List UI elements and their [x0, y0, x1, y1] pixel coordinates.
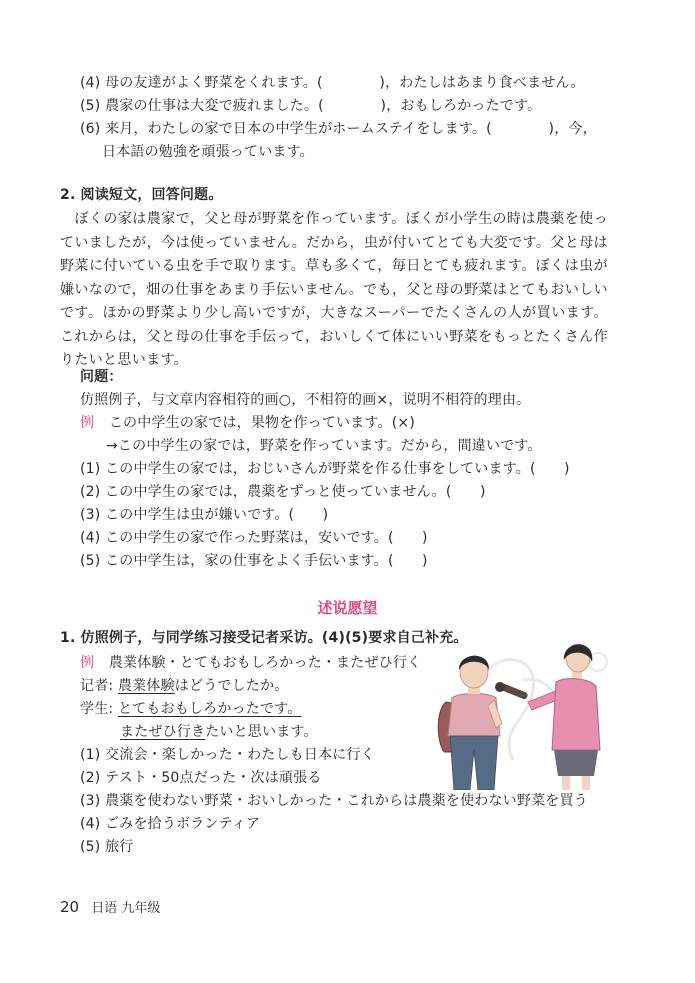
wish-heading: 1. 仿照例子，与同学练习接受记者采访。(4)(5)要求自己补充。 — [60, 630, 468, 646]
reporter-label: 记者: — [80, 678, 114, 694]
exercise-item-4: (4) 母の友達がよく野菜をくれます。( )，わたしはあまり食べません。 — [80, 75, 585, 91]
reporter-rest-text: はどうでしたか。 — [174, 678, 289, 694]
student-underlined-text-2: またぜひ行き — [120, 724, 206, 740]
question-item-1: (1) この中学生の家では，おじいさんが野菜を作る仕事をしています。( ) — [80, 461, 570, 477]
book-title: 日语 九年级 — [91, 901, 161, 916]
student-line-2 — [120, 722, 318, 742]
interview-illustration — [428, 640, 613, 790]
example-marker: 例 — [80, 655, 95, 671]
wish-item-3: (3) 農薬を使わない野菜・おいしかった・これからは農薬を使わない野菜を買う — [80, 793, 588, 809]
wish-example-text: 農業体験・とてもおもしろかった・またぜひ行く — [108, 655, 422, 671]
question-item-2: (2) この中学生の家では，農薬をずっと使っていません。( ) — [80, 484, 486, 500]
wish-item-4: (4) ごみを拾うボランティア — [80, 816, 261, 832]
example-statement: この中学生の家では，果物を作っています。(×) — [108, 415, 415, 431]
exercise-item-5: (5) 農家の仕事は大変で疲れました。( )，おもしろかったです。 — [80, 98, 542, 114]
student-underlined-text-1: とてもおもしろかったです。 — [117, 701, 302, 717]
student-rest-text: たいと思います。 — [205, 724, 318, 740]
wish-example-line — [80, 653, 421, 673]
question-item-3: (3) この中学生は虫が嫌いです。( ) — [80, 507, 329, 523]
reading-passage: ぼくの家は農家で，父と母が野菜を作っています。ぼくが小学生の時は農薬を使っていましたが，今は使っていません。だから，虫が付いてとても大変です。父と母は野菜に付いている虫を手で取ります。草も多くて，毎日とても疲れます。ぼくは虫が嫌いなので，畑の仕事をあまり手伝いません。でも，父と母の野菜はとてもおいしいです。ほかの野菜より少し高いですが，大きなスーパーでたくさんの人が買います。これからは，父と母の仕事を手伝って，おいしくて体にいい野菜をもっとたくさん作りたいと思います。 — [60, 211, 608, 368]
wish-item-1: (1) 交流会・楽しかった・わたしも日本に行く — [80, 747, 375, 763]
exercise-item-6: (6) 来月，わたしの家で日本の中学生がホームステイをします。( )，今， — [80, 121, 597, 137]
example-marker: 例 — [80, 415, 95, 431]
question-item-5: (5) この中学生は，家の仕事をよく手伝います。( ) — [80, 553, 428, 569]
question-item-4: (4) この中学生の家で作った野菜は，安いです。( ) — [80, 530, 428, 546]
example-correction: →この中学生の家では，野菜を作っています。だから，間違いです。 — [106, 438, 542, 454]
student-line-1 — [80, 699, 301, 719]
section-title: 述说愿望 — [317, 599, 378, 617]
microphone-icon — [495, 682, 528, 700]
wish-item-2: (2) テスト・50点だった・次は頑張る — [80, 770, 322, 786]
reporter-underlined-text: 農業体験 — [117, 678, 175, 694]
reading-example-line — [80, 413, 415, 433]
reporter-line — [80, 676, 288, 696]
page-number: 20 — [60, 898, 80, 916]
student-label: 学生: — [80, 701, 114, 717]
exercise-item-6-continuation: 日本語の勉強を頑張っています。 — [102, 144, 314, 160]
page-footer — [60, 897, 160, 916]
reading-heading: 2. 阅读短文，回答问题。 — [60, 187, 223, 203]
student-figure — [438, 656, 502, 790]
question-label: 问题： — [80, 369, 123, 385]
question-instruction: 仿照例子，与文章内容相符的画○，不相符的画×，说明不相符的理由。 — [80, 392, 531, 408]
wish-item-5: (5) 旅行 — [80, 839, 134, 855]
